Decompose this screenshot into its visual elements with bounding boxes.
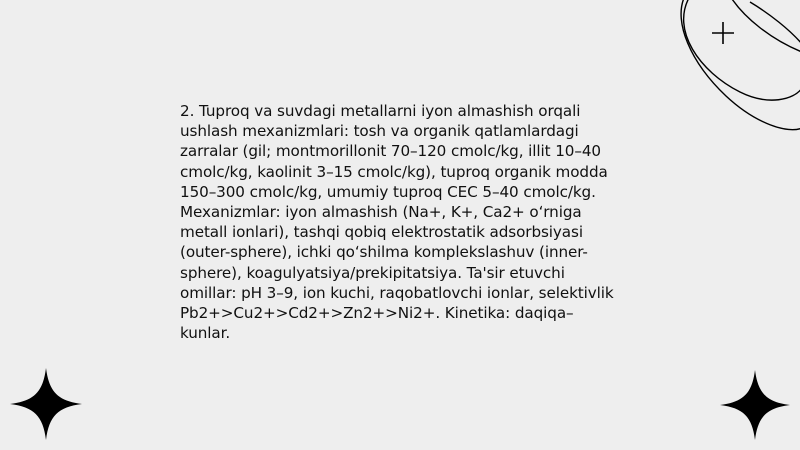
orbit-lines-icon: [660, 0, 800, 140]
four-point-star-icon: [720, 370, 790, 440]
body-paragraph: 2. Tuproq va suvdagi metallarni iyon almashish orqali ushlash mexanizmlari: tosh va organik qatlamlardagi zarralar (gil; montmorillonit 70–120 cmolc/kg, illit 10–40 cmolc/kg, kaolinit 3–15 cmolc/kg), tuproq organik modda 150–300 cmolc/kg, umumiy tuproq CEC 5–40 cmolc/kg. Mexanizmlar: iyon almashish (Na+, K+, Ca2+ oʻrniga metall ionlari), tashqi qobiq elektrostatik adsorbsiyasi (outer-sphere), ichki qoʻshilma komplekslashuv (inner-sphere), koagulyatsiya/prekipitatsiya. Ta'sir etuvchi omillar: pH 3–9, ion kuchi, raqobatlovchi ionlar, selektivlik Pb2+>Cu2+>Cd2+>Zn2+>Ni2+. Kinetika: daqiqa–kunlar.: [180, 102, 614, 343]
four-point-star-icon: [10, 368, 82, 440]
sparkle-icon: [712, 22, 734, 44]
